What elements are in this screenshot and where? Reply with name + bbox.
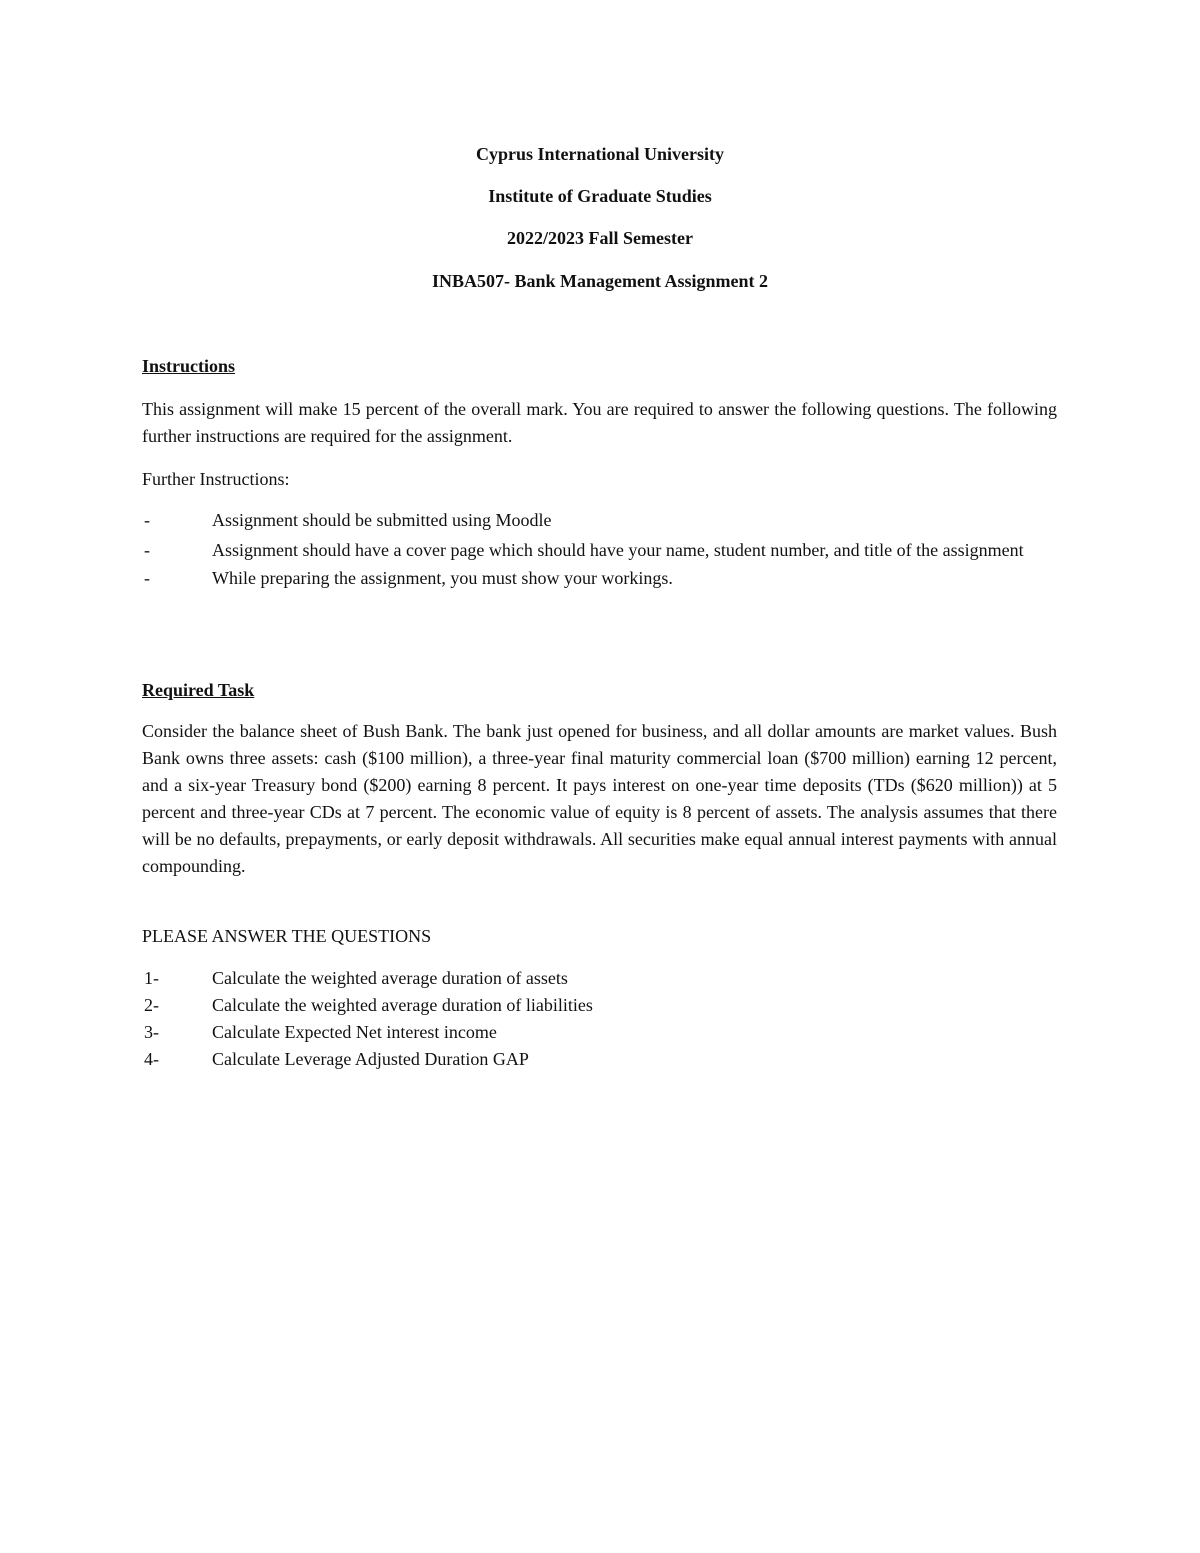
list-item — [142, 507, 1057, 534]
question-number: 2- — [144, 995, 159, 1015]
bullet-marker: - — [144, 510, 150, 530]
course-title: INBA507- Bank Management Assignment 2 — [431, 271, 769, 291]
question-text: Calculate the weighted average duration of assets — [212, 968, 568, 988]
bullet-text: Assignment should be submitted using Moodle — [212, 510, 552, 530]
question-item — [142, 1019, 1057, 1046]
instructions-heading: Instructions — [142, 356, 236, 376]
question-number: 1- — [144, 968, 159, 988]
institute-title: Institute of Graduate Studies — [488, 186, 712, 206]
question-item — [142, 965, 1057, 992]
further-instructions-list — [142, 507, 1057, 592]
question-item — [142, 992, 1057, 1019]
questions-list — [142, 965, 1057, 1073]
further-instructions-label: Further Instructions: — [142, 469, 290, 489]
list-item — [142, 565, 1057, 592]
task-paragraph: Consider the balance sheet of Bush Bank. The bank just opened for business, and all dollar amounts are market values. Bush Bank owns three assets: cash ($100 million), a three-year final maturity commercial loan ($700 million) earning 12 percent, and a six-year Treasury bond ($200) earning 8 percent. It pays interest on one-year time deposits (TDs ($620 million)) at 5 percent and three-year CDs at 7 percent. The economic value of equity is 8 percent of assets. The analysis assumes that there will be no defaults, prepayments, or early deposit withdrawals. All securities make equal annual interest payments with annual compounding. — [142, 721, 1057, 876]
question-text: Calculate Leverage Adjusted Duration GAP — [212, 1049, 529, 1069]
university-title: Cyprus International University — [475, 144, 724, 164]
question-text: Calculate Expected Net interest income — [212, 1022, 497, 1042]
required-task-heading: Required Task — [142, 680, 255, 700]
bullet-marker: - — [144, 568, 150, 588]
list-item — [142, 537, 1057, 564]
bullet-text: While preparing the assignment, you must show your workings. — [212, 568, 673, 588]
question-number: 3- — [144, 1022, 159, 1042]
semester-title: 2022/2023 Fall Semester — [507, 228, 693, 248]
question-text: Calculate the weighted average duration of liabilities — [212, 995, 593, 1015]
question-number: 4- — [144, 1049, 159, 1069]
instructions-paragraph: This assignment will make 15 percent of the overall mark. You are required to answer the following questions. The following further instructions are required for the assignment. — [142, 399, 1057, 446]
bullet-text: Assignment should have a cover page which should have your name, student number, and title of the assignment — [212, 540, 1024, 560]
question-item — [142, 1046, 1057, 1073]
bullet-marker: - — [144, 540, 150, 560]
questions-label: PLEASE ANSWER THE QUESTIONS — [142, 926, 432, 946]
